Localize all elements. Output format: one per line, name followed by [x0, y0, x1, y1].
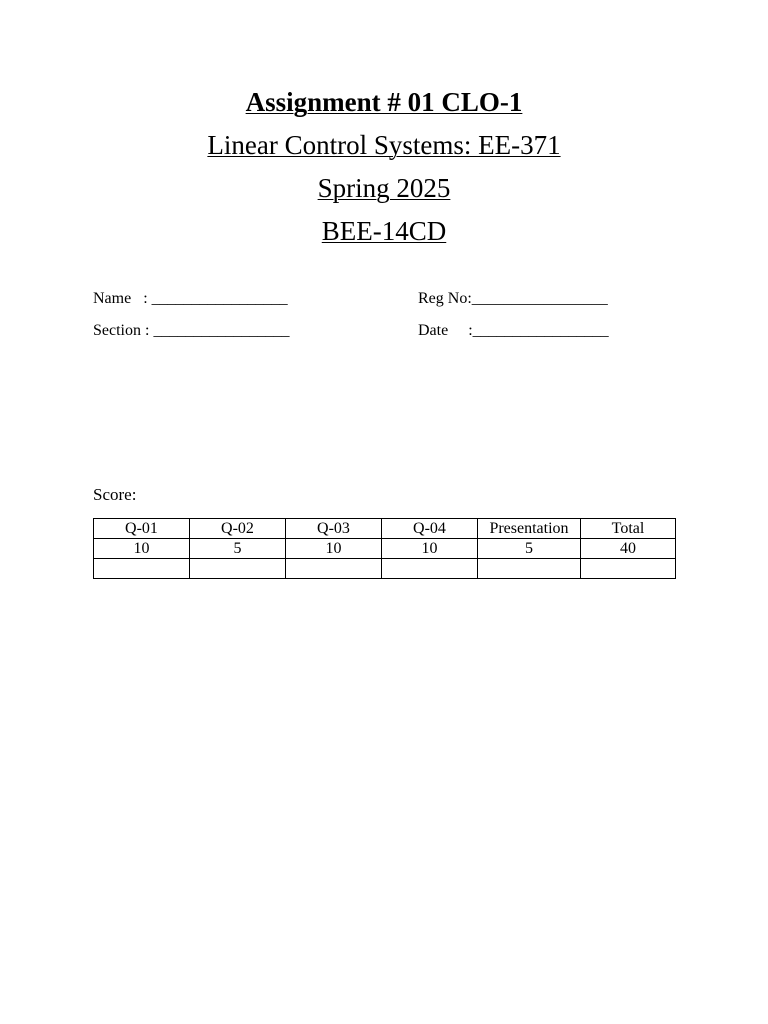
obtained-cell-q04 — [382, 559, 478, 579]
obtained-cell-q01 — [94, 559, 190, 579]
max-marks-row — [94, 539, 676, 559]
obtained-cell-presentation — [478, 559, 581, 579]
course-title: Linear Control Systems: EE-371 — [207, 130, 561, 160]
obtained-cell-q03 — [286, 559, 382, 579]
obtained-marks-row — [94, 559, 676, 579]
header-cell-presentation: Presentation — [478, 519, 581, 539]
header-cell-q01: Q-01 — [94, 519, 190, 539]
score-header-row — [94, 519, 676, 539]
name-field: Name : _________________ — [93, 290, 288, 307]
max-cell-presentation: 5 — [478, 539, 581, 559]
section-field: Section : _________________ — [93, 322, 290, 339]
max-cell-q03: 10 — [286, 539, 382, 559]
max-cell-q01: 10 — [94, 539, 190, 559]
obtained-cell-q02 — [190, 559, 286, 579]
header-cell-q03: Q-03 — [286, 519, 382, 539]
obtained-cell-total — [581, 559, 676, 579]
header-cell-q02: Q-02 — [190, 519, 286, 539]
header-cell-total: Total — [581, 519, 676, 539]
date-field: Date :_________________ — [418, 322, 609, 339]
class-title: BEE-14CD — [321, 216, 447, 246]
max-cell-q02: 5 — [190, 539, 286, 559]
max-cell-q04: 10 — [382, 539, 478, 559]
term-title: Spring 2025 — [317, 173, 451, 203]
reg-no-field: Reg No:_________________ — [418, 290, 608, 307]
score-table — [93, 518, 676, 579]
header-cell-q04: Q-04 — [382, 519, 478, 539]
max-cell-total: 40 — [581, 539, 676, 559]
assignment-title: Assignment # 01 CLO-1 — [245, 87, 523, 117]
score-label: Score: — [93, 485, 137, 504]
